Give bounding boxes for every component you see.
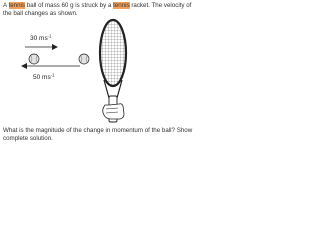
final-speed-unit-exponent: -1 [50,72,55,78]
final-speed-label: 50 ms [33,74,51,81]
initial-speed-label: 30 ms [30,35,48,42]
svg-text:50 ms-1 [33,73,55,82]
highlighted-word-tennis-1: tennis [8,2,26,9]
hand-icon [103,104,124,119]
tennis-racket-icon [100,20,126,122]
followup-question: What is the magnitude of the change in momentum of the ball? Show complete solution. [3,127,193,143]
initial-velocity [25,34,57,65]
question-post: racket. The velocity of the ball changes as shown. [3,2,192,18]
svg-text:30 ms-1 [30,34,52,43]
question-pre: A [3,2,9,9]
initial-speed-unit-exponent: -1 [47,33,52,39]
question-mid: ball of mass 60 g is struck by a [25,2,114,9]
highlighted-word-tennis-2: tennis [113,2,130,9]
